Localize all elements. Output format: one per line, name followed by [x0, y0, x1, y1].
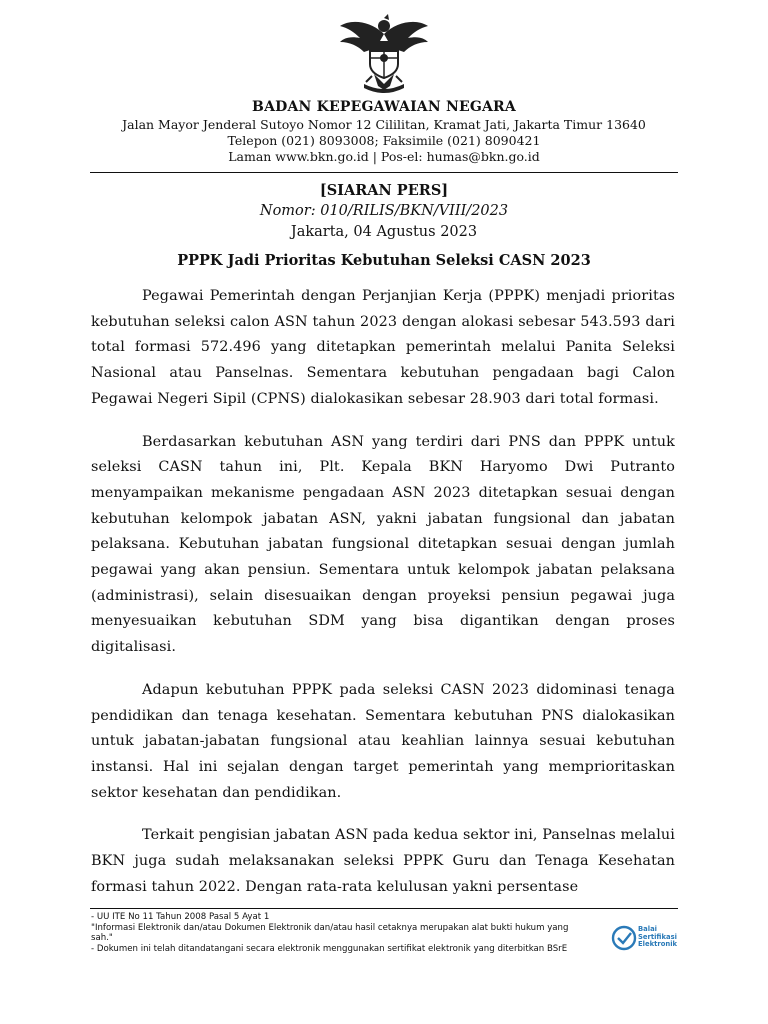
bsre-line: Elektronik: [638, 940, 678, 949]
headline: PPPK Jadi Prioritas Kebutuhan Seleksi CASN 2023: [177, 252, 591, 269]
footnote-line: - UU ITE No 11 Tahun 2008 Pasal 5 Ayat 1: [91, 912, 270, 922]
address-line: Jalan Mayor Jenderal Sutoyo Nomor 12 Cililitan, Kramat Jati, Jakarta Timur 13640: [122, 117, 646, 132]
org-name: BADAN KEPEGAWAIAN NEGARA: [252, 99, 516, 115]
bsre-logo-text: [638, 926, 677, 949]
footnote-divider: [90, 908, 678, 909]
press-number: Nomor: 010/RILIS/BKN/VIII/2023: [259, 203, 509, 219]
press-dateline: Jakarta, 04 Agustus 2023: [290, 224, 478, 240]
paragraph-4: Terkait pengisian jabatan ASN pada kedua sektor ini, Panselnas melalui BKN juga sudah melaksanakan seleksi PPPK Guru dan Tenaga Kesehatan formasi tahun 2022. Dengan rata-rata kelulusan yakni persentase: [91, 827, 675, 895]
article-body: [91, 284, 675, 917]
press-header: [0, 180, 768, 243]
footnotes: [91, 912, 591, 954]
letterhead: [0, 98, 768, 165]
letterhead-divider: [90, 172, 678, 173]
paragraph-2: Berdasarkan kebutuhan ASN yang terdiri dari PNS dan PPPK untuk seleksi CASN tahun ini, Plt. Kepala BKN Haryomo Dwi Putranto menyampaikan mekanisme pengadaan ASN 2023 ditetapkan sesuai dengan kebutuhan kelompok jabatan ASN, yakni jabatan fungsional dan jabatan pelaksana. Kebutuhan jabatan fungsional ditetapkan sesuai dengan jumlah pegawai yang akan pensiun. Sementara untuk kelompok jabatan pelaksana (administrasi), selain disesuaikan dengan proyeksi pensiun pegawai juga menyesuaikan kebutuhan SDM yang bisa digantikan dengan proses digitalisasi.: [91, 433, 675, 656]
footnote-line: - Dokumen ini telah ditandatangani secara elektronik menggunakan sertifikat elektronik yang diterbitkan BSrE: [91, 943, 568, 954]
paragraph-3: Adapun kebutuhan PPPK pada seleksi CASN 2023 didominasi tenaga pendidikan dan tenaga kesehatan. Sementara kebutuhan PNS dialokasikan untuk jabatan-jabatan fungsional atau keahlian lainnya sesuai kebutuhan instansi. Hal ini sejalan dengan target pemerintah yang memprioritaskan sektor kesehatan dan pendidikan.: [91, 681, 675, 801]
web-email-line: Laman www.bkn.go.id | Pos-el: humas@bkn.go.id: [228, 149, 540, 164]
phone-line: Telepon (021) 8093008; Faksimile (021) 8090421: [227, 133, 541, 148]
garuda-emblem-icon: [334, 12, 434, 94]
footnote-line: "Informasi Elektronik dan/atau Dokumen Elektronik dan/atau hasil cetaknya merupakan alat bukti hukum yang sah.": [91, 922, 569, 944]
bsre-line: Balai: [638, 925, 658, 933]
press-label: [SIARAN PERS]: [319, 182, 449, 199]
paragraph-1: Pegawai Pemerintah dengan Perjanjian Kerja (PPPK) menjadi prioritas kebutuhan seleksi calon ASN tahun 2023 dengan alokasi sebesar 543.593 dari total formasi 572.496 yang ditetapkan pemerintah melalui Panita Seleksi Nasional atau Panselnas. Sementara kebutuhan pengadaan bagi Calon Pegawai Negeri Sipil (CPNS) dialokasikan sebesar 28.903 dari total formasi.: [91, 288, 675, 407]
bsre-line: Sertifikasi: [638, 932, 677, 941]
